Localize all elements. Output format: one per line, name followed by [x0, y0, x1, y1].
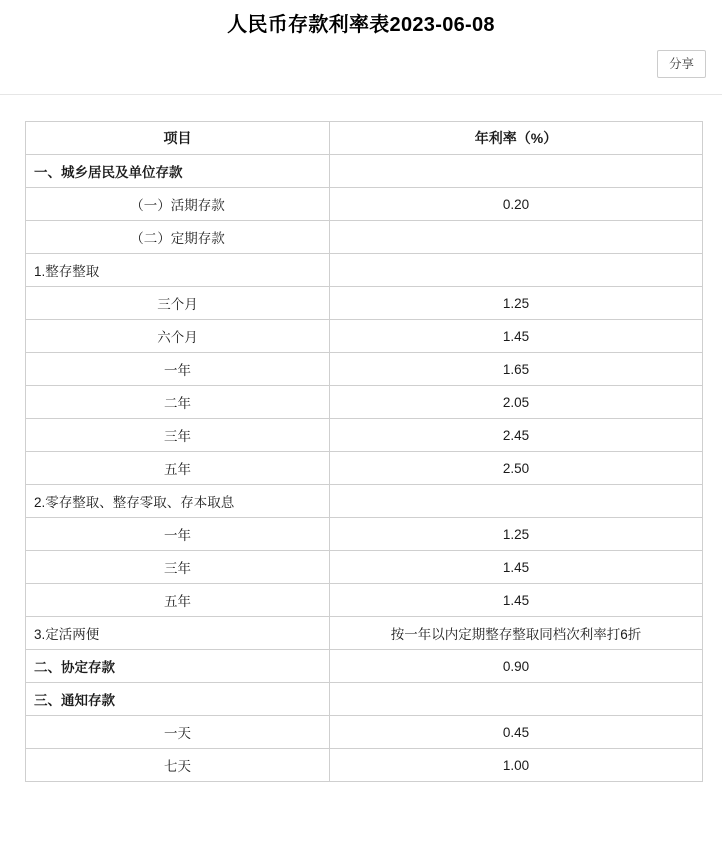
table-row: [26, 485, 703, 518]
row-item-label: 3.定活两便: [26, 617, 330, 650]
table-row: [26, 716, 703, 749]
share-button[interactable]: 分享: [657, 50, 706, 78]
table-row: [26, 254, 703, 287]
row-item-label: （二）定期存款: [26, 221, 330, 254]
table-row: [26, 320, 703, 353]
row-item-label: 三年: [26, 551, 330, 584]
row-item-label: 三、通知存款: [26, 683, 330, 716]
row-rate-value: 1.25: [330, 287, 703, 320]
row-rate-value: 2.50: [330, 452, 703, 485]
row-rate-value: 1.65: [330, 353, 703, 386]
row-rate-value: [330, 254, 703, 287]
row-rate-value: 2.05: [330, 386, 703, 419]
row-rate-value: 0.20: [330, 188, 703, 221]
table-row: [26, 650, 703, 683]
table-body: [26, 155, 703, 782]
row-item-label: 2.零存整取、整存零取、存本取息: [26, 485, 330, 518]
row-item-label: 一、城乡居民及单位存款: [26, 155, 330, 188]
row-rate-value: 1.25: [330, 518, 703, 551]
toolbar: [0, 50, 722, 84]
row-item-label: 一年: [26, 518, 330, 551]
row-rate-value: 1.45: [330, 320, 703, 353]
row-item-label: 三年: [26, 419, 330, 452]
page-title: 人民币存款利率表2023-06-08: [227, 14, 495, 36]
table-row: [26, 419, 703, 452]
row-rate-value: 1.45: [330, 584, 703, 617]
row-item-label: 五年: [26, 452, 330, 485]
row-rate-value: 0.45: [330, 716, 703, 749]
row-rate-value: [330, 221, 703, 254]
row-item-label: 一天: [26, 716, 330, 749]
row-item-label: 七天: [26, 749, 330, 782]
table-row: [26, 452, 703, 485]
row-item-label: （一）活期存款: [26, 188, 330, 221]
row-item-label: 三个月: [26, 287, 330, 320]
row-rate-value: 0.90: [330, 650, 703, 683]
row-item-label: 二、协定存款: [26, 650, 330, 683]
column-header-item: 项目: [26, 122, 330, 155]
table-row: [26, 749, 703, 782]
row-rate-value: [330, 155, 703, 188]
row-rate-value: 2.45: [330, 419, 703, 452]
rate-table-container: [0, 95, 722, 782]
row-item-label: 1.整存整取: [26, 254, 330, 287]
table-row: [26, 386, 703, 419]
row-rate-value: 按一年以内定期整存整取同档次利率打6折: [330, 617, 703, 650]
column-header-rate: 年利率（%）: [330, 122, 703, 155]
table-row: [26, 683, 703, 716]
table-row: [26, 353, 703, 386]
row-item-label: 二年: [26, 386, 330, 419]
table-row: [26, 551, 703, 584]
table-row: [26, 188, 703, 221]
table-row: [26, 287, 703, 320]
table-row: [26, 155, 703, 188]
row-rate-value: 1.00: [330, 749, 703, 782]
table-row: [26, 518, 703, 551]
deposit-rate-table: [25, 121, 703, 782]
row-item-label: 一年: [26, 353, 330, 386]
row-rate-value: [330, 683, 703, 716]
table-row: [26, 617, 703, 650]
table-header-row: [26, 122, 703, 155]
row-item-label: 五年: [26, 584, 330, 617]
table-row: [26, 584, 703, 617]
row-item-label: 六个月: [26, 320, 330, 353]
table-row: [26, 221, 703, 254]
row-rate-value: 1.45: [330, 551, 703, 584]
row-rate-value: [330, 485, 703, 518]
